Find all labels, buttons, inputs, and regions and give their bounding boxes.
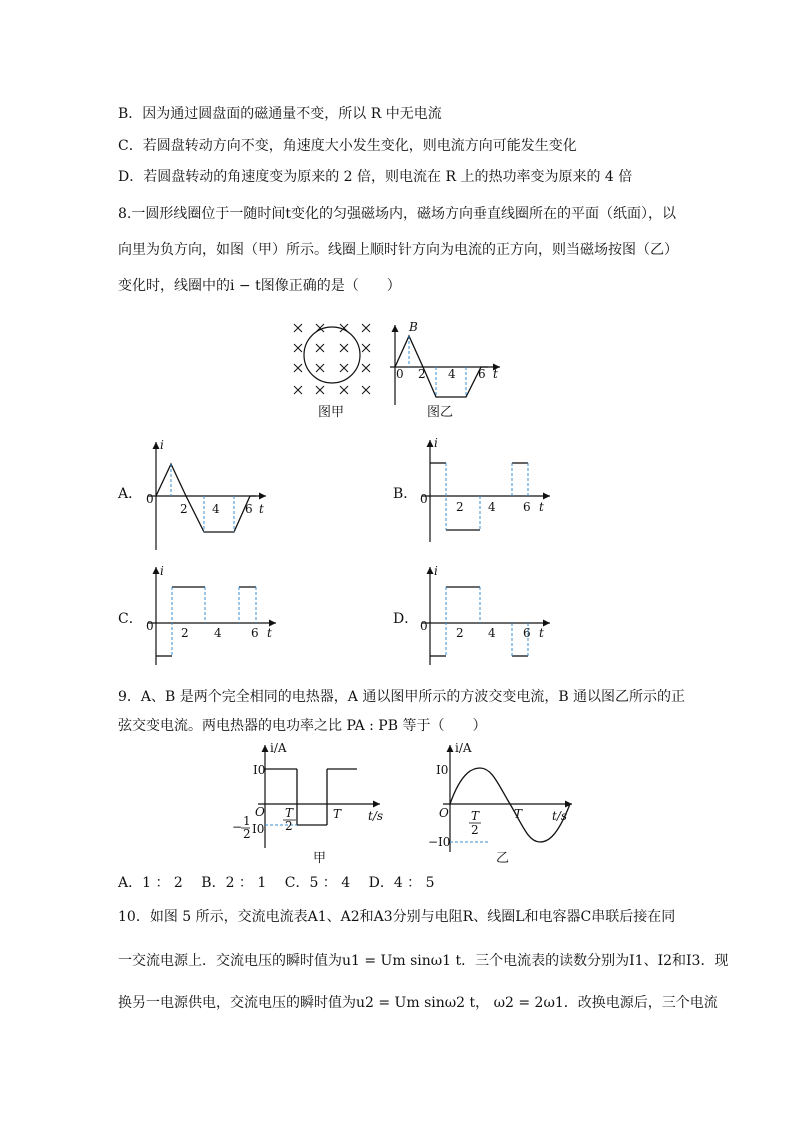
a-tick-6: 6 bbox=[245, 502, 253, 516]
q9-fig-yi bbox=[428, 741, 572, 866]
q8-line2: 向里为负方向，如图（甲）所示。线圈上顺时针方向为电流的正方向，则当磁场按图（乙） bbox=[118, 242, 678, 258]
q9-jia-T-num: T bbox=[285, 806, 294, 820]
q9-yi-negI0: −I0 bbox=[428, 835, 451, 849]
q9-line1: 9．A、B 是两个完全相同的电热器，A 通以图甲所示的方波交变电流，B 通以图乙所示的正 bbox=[118, 689, 686, 705]
option-a-graph bbox=[146, 438, 266, 550]
d-tick-2: 2 bbox=[456, 626, 464, 640]
option-c-text: C．若圆盘转动方向不变，角速度大小发生变化，则电流方向可能发生变化 bbox=[118, 138, 577, 154]
d-i-label: i bbox=[434, 564, 438, 578]
tick-6: 6 bbox=[478, 367, 486, 381]
c-tick-6: 6 bbox=[251, 626, 259, 640]
q10-line2: 一交流电源上．交流电压的瞬时值为u1 = Um sinω1 t．三个电流表的读数分别为I1、I2和I3．现 bbox=[118, 953, 729, 969]
q9-jia-half-num: 1 bbox=[243, 814, 251, 828]
c-tick-2: 2 bbox=[181, 626, 189, 640]
b-i-label: i bbox=[434, 436, 438, 450]
option-b-text: B．因为通过圆盘面的磁通量不变，所以 R 中无电流 bbox=[118, 106, 442, 122]
b-tick-0: 0 bbox=[420, 492, 428, 506]
q9-fig-jia bbox=[232, 741, 383, 866]
fig-jia-magnetic-field bbox=[294, 324, 370, 394]
tick-0: 0 bbox=[396, 367, 404, 381]
q9-jia-T: T bbox=[333, 807, 342, 821]
a-tick-0: 0 bbox=[146, 492, 154, 506]
d-tick-6: 6 bbox=[523, 626, 531, 640]
q9-jia-t-label: t/s bbox=[368, 809, 384, 823]
fig-jia-caption: 图甲 bbox=[318, 405, 345, 420]
c-tick-4: 4 bbox=[214, 626, 222, 640]
q9-jia-I0: I0 bbox=[253, 763, 266, 777]
fig-yi-b-t-graph bbox=[390, 320, 500, 405]
q9-jia-half-den: 2 bbox=[243, 827, 251, 841]
q9-jia-i-label: i/A bbox=[270, 741, 287, 755]
q9-yi-caption: 乙 bbox=[496, 851, 510, 866]
a-i-label: i bbox=[160, 438, 164, 452]
tick-4: 4 bbox=[448, 367, 456, 381]
q8-option-c-label[interactable]: C． bbox=[118, 611, 143, 627]
q9-line2: 弦交变电流。两电热器的电功率之比 PA : PB 等于（ ） bbox=[118, 718, 487, 734]
q9-yi-I0: I0 bbox=[436, 763, 449, 777]
q9-jia-origin: O bbox=[255, 805, 265, 819]
q8-option-d-label[interactable]: D． bbox=[393, 611, 419, 627]
c-tick-0: 0 bbox=[146, 619, 154, 633]
d-tick-4: 4 bbox=[488, 626, 496, 640]
q9-options[interactable]: A．1 ： 2 B．2 ： 1 C．5 ： 4 D．4 ： 5 bbox=[118, 875, 435, 891]
option-d-graph bbox=[420, 564, 550, 665]
c-i-label: i bbox=[160, 564, 164, 578]
option-b-graph bbox=[420, 436, 550, 542]
q9-yi-T: T bbox=[514, 807, 523, 821]
b-tick-4: 4 bbox=[488, 500, 496, 514]
q9-yi-T-num: T bbox=[471, 809, 480, 823]
q9-jia-caption: 甲 bbox=[313, 851, 327, 866]
q9-jia-neg: − bbox=[232, 820, 243, 834]
q9-yi-origin: O bbox=[439, 806, 449, 820]
t-axis-label: t bbox=[493, 367, 498, 381]
q8-line1: 8.一圆形线圈位于一随时间t变化的匀强磁场内，磁场方向垂直线圈所在的平面（纸面），以 bbox=[118, 206, 676, 222]
q9-jia-negI0: I0 bbox=[252, 822, 265, 836]
q8-option-a-label[interactable]: A． bbox=[118, 486, 143, 502]
c-t-label: t bbox=[267, 626, 272, 640]
q10-line3: 换另一电源供电，交流电压的瞬时值为u2 = Um sinω2 t， ω2 = 2ω1．改换电源后，三个电流 bbox=[118, 995, 718, 1011]
d-t-label: t bbox=[539, 626, 544, 640]
coil-circle bbox=[304, 327, 360, 383]
a-t-label: t bbox=[259, 502, 264, 516]
q10-line1: 10．如图 5 所示，交流电流表A1、A2和A3分别与电阻R、线圈L和电容器C串联后接在同 bbox=[118, 909, 676, 925]
q8-option-b-label[interactable]: B． bbox=[393, 486, 418, 502]
a-tick-4: 4 bbox=[212, 502, 220, 516]
d-tick-0: 0 bbox=[420, 619, 428, 633]
q9-yi-T-den: 2 bbox=[471, 823, 479, 837]
q8-line3: 变化时，线圈中的i − t图像正确的是（ ） bbox=[118, 278, 401, 294]
a-tick-2: 2 bbox=[180, 502, 188, 516]
fig-yi-caption: 图乙 bbox=[427, 405, 454, 420]
tick-2: 2 bbox=[418, 367, 426, 381]
b-tick-2: 2 bbox=[456, 500, 464, 514]
q9-yi-i-label: i/A bbox=[455, 741, 472, 755]
option-d-text: D．若圆盘转动的角速度变为原来的 2 倍，则电流在 R 上的热功率变为原来的 4 倍 bbox=[118, 169, 633, 185]
b-axis-label: B bbox=[409, 320, 418, 334]
b-tick-6: 6 bbox=[523, 500, 531, 514]
option-c-graph bbox=[146, 564, 276, 665]
q9-jia-T-den: 2 bbox=[285, 819, 293, 833]
b-t-label: t bbox=[539, 500, 544, 514]
q9-yi-t-label: t/s bbox=[552, 809, 568, 823]
